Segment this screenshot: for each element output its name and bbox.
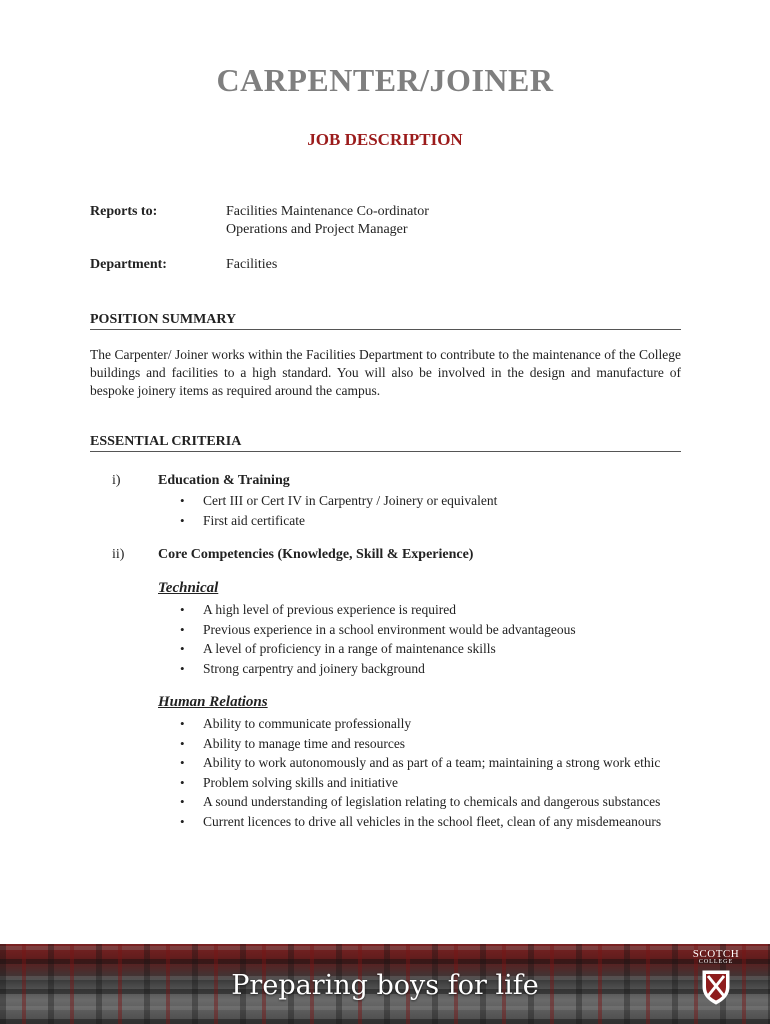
list-item: • Cert III or Cert IV in Carpentry / Joinery or equivalent bbox=[178, 492, 678, 510]
department-value: Facilities bbox=[226, 257, 278, 272]
list-item: • A level of proficiency in a range of maintenance skills bbox=[178, 640, 678, 658]
human-relations-heading: Human Relations bbox=[158, 694, 268, 710]
education-number: i) bbox=[112, 473, 121, 488]
technical-list bbox=[178, 601, 678, 679]
list-item: • Problem solving skills and initiative bbox=[178, 774, 678, 792]
reports-to-label: Reports to: bbox=[90, 204, 158, 219]
human-relations-list bbox=[178, 715, 678, 832]
list-item: • Strong carpentry and joinery background bbox=[178, 660, 678, 678]
footer-banner bbox=[0, 944, 770, 1024]
logo-text-sub: COLLEGE bbox=[698, 959, 734, 965]
competencies-number: ii) bbox=[112, 547, 125, 562]
essential-criteria-heading: ESSENTIAL CRITERIA bbox=[90, 434, 681, 452]
reports-to-value-1: Facilities Maintenance Co-ordinator bbox=[226, 204, 429, 219]
position-summary-text: The Carpenter/ Joiner works within the Facilities Department to contribute to the maintenance of the College buildings and facilities to a high standard. You will also be involved in the design and manufacture of bespoke joinery items as required around the campus. bbox=[90, 347, 681, 398]
list-item: • A high level of previous experience is required bbox=[178, 601, 678, 619]
document-title: CARPENTER/JOINER bbox=[216, 62, 554, 98]
list-item: • Ability to communicate professionally bbox=[178, 715, 678, 733]
logo-text-top: SCOTCH bbox=[692, 948, 740, 960]
list-item: • Ability to manage time and resources bbox=[178, 735, 678, 753]
list-item: • Previous experience in a school environment would be advantageous bbox=[178, 621, 678, 639]
position-summary-heading: POSITION SUMMARY bbox=[90, 312, 681, 330]
list-item: • Current licences to drive all vehicles in the school fleet, clean of any misdemeanours bbox=[178, 813, 678, 831]
tagline: Preparing boys for life bbox=[231, 970, 539, 1001]
document-subtitle: JOB DESCRIPTION bbox=[307, 130, 463, 149]
college-logo bbox=[688, 948, 744, 1005]
list-item: • A sound understanding of legislation relating to chemicals and dangerous substances bbox=[178, 793, 678, 811]
education-list bbox=[178, 492, 678, 531]
department-label: Department: bbox=[90, 257, 167, 272]
competencies-heading: Core Competencies (Knowledge, Skill & Experience) bbox=[158, 547, 474, 562]
reports-to-value-2: Operations and Project Manager bbox=[226, 222, 408, 237]
crest-icon bbox=[701, 969, 731, 1005]
technical-heading: Technical bbox=[158, 580, 219, 596]
list-item: • First aid certificate bbox=[178, 512, 678, 530]
list-item: • Ability to work autonomously and as part of a team; maintaining a strong work ethic bbox=[178, 754, 678, 772]
education-heading: Education & Training bbox=[158, 473, 290, 488]
